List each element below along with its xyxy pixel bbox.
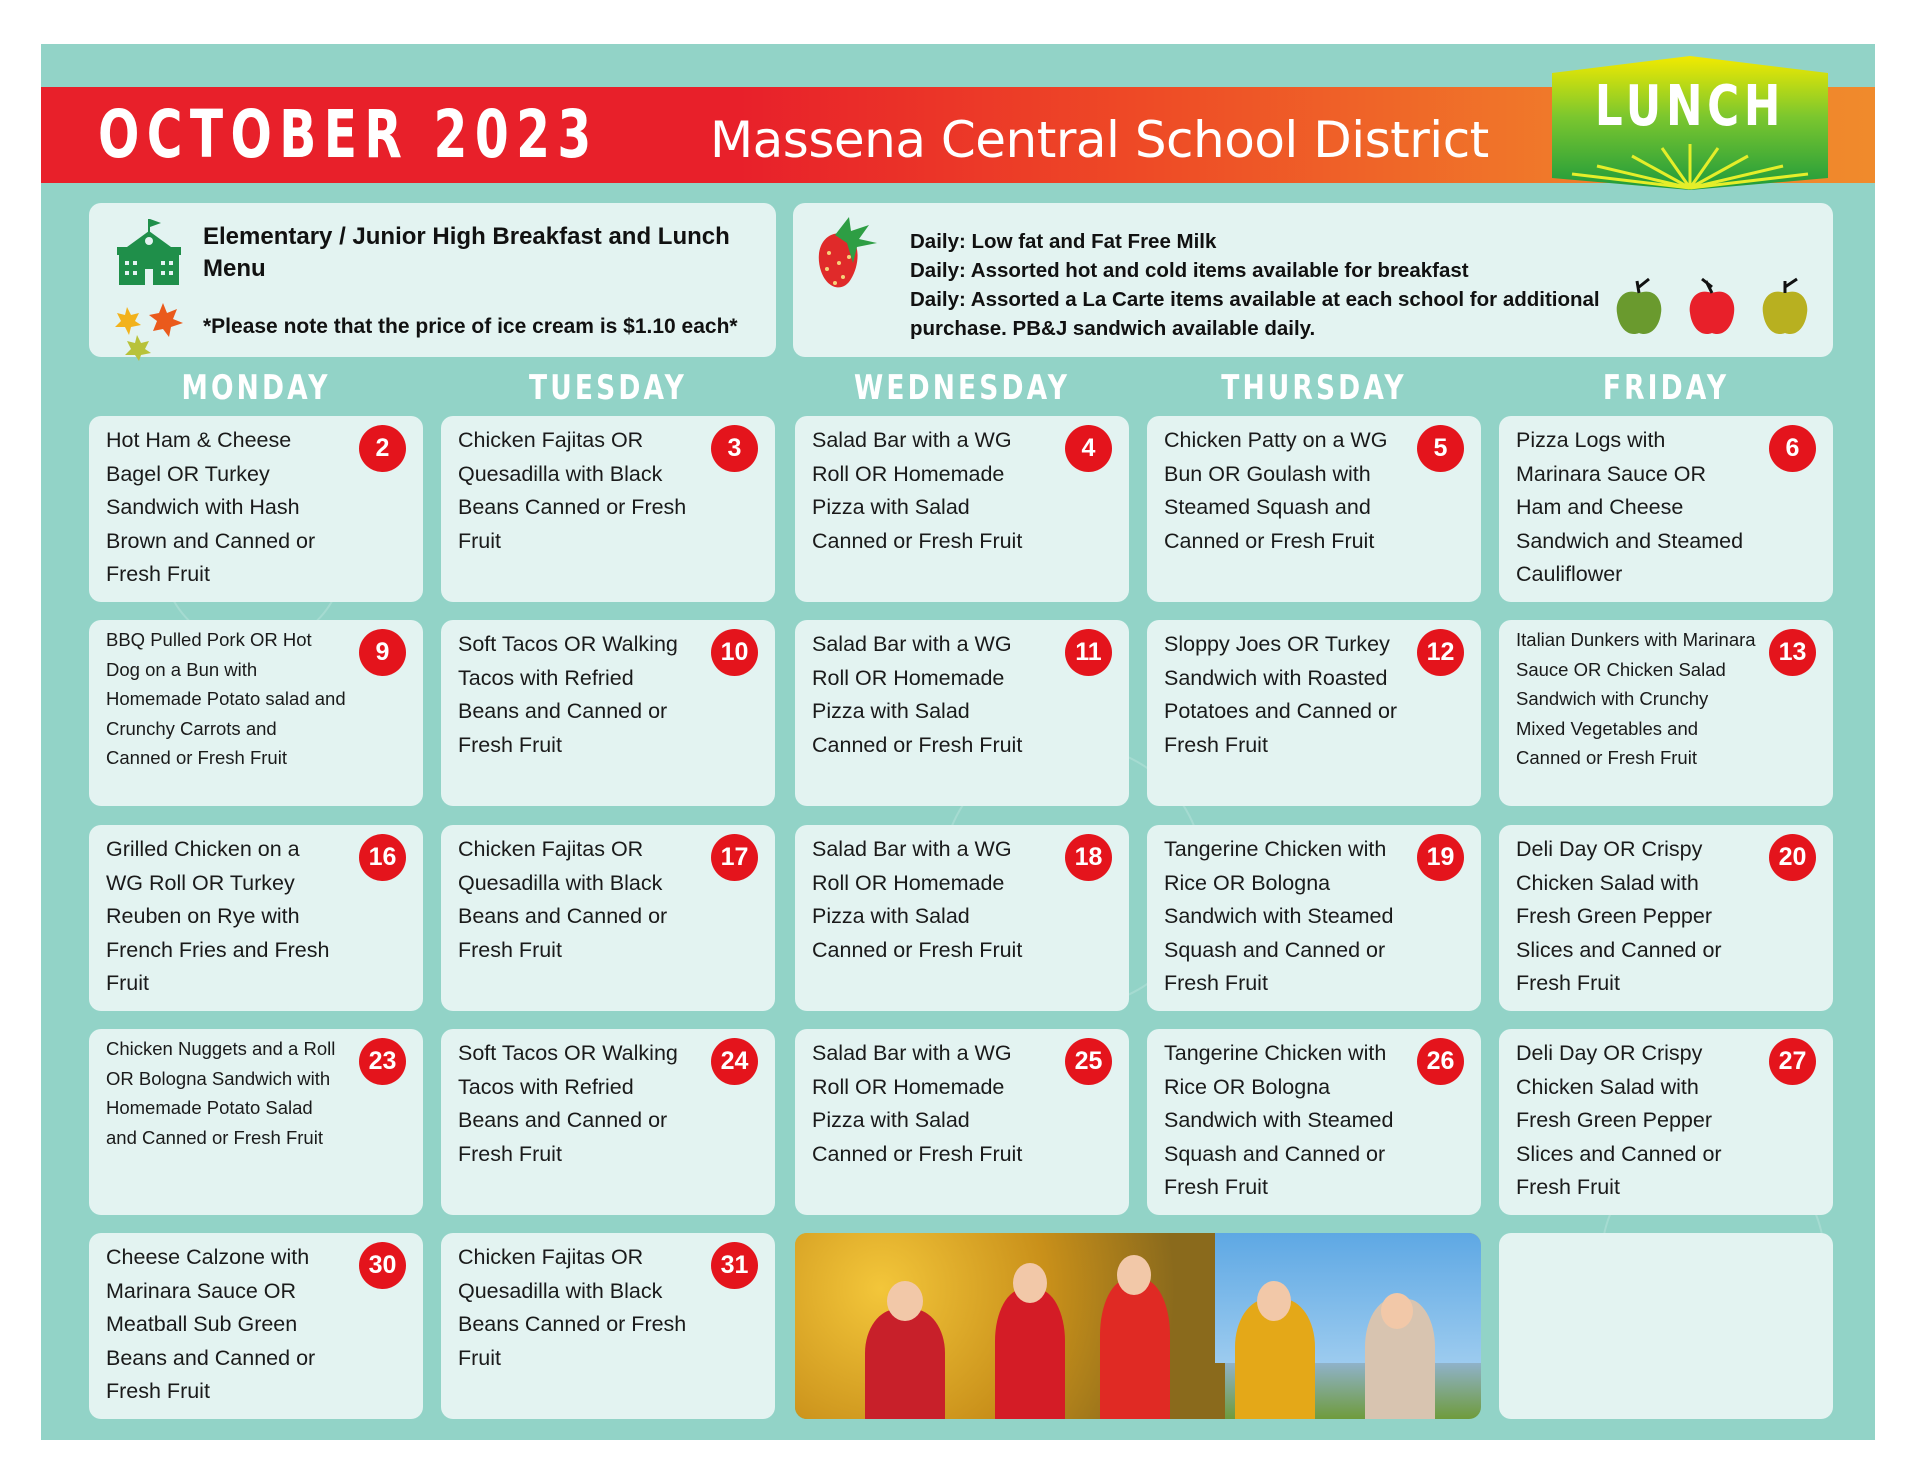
day-header-thursday: THURSDAY — [1221, 368, 1407, 408]
menu-text: Pizza Logs with Marinara Sauce OR Ham and Cheese Sandwich and Steamed Cauliflower — [1516, 428, 1744, 586]
photo-child — [1100, 1279, 1170, 1419]
red-apple-icon — [1690, 279, 1735, 334]
day-card — [89, 825, 423, 1011]
date-badge: 13 — [1769, 629, 1816, 676]
yellow-apple-icon — [1763, 279, 1808, 334]
date-badge: 16 — [359, 834, 406, 881]
day-card — [795, 416, 1129, 602]
district-name: Massena Central School District — [710, 111, 1489, 169]
green-apple-icon — [1617, 279, 1662, 334]
menu-text: BBQ Pulled Pork OR Hot Dog on a Bun with Homemade Potato salad and Crunchy Carrots and Canned or Fresh Fruit — [106, 629, 346, 768]
date-badge: 3 — [711, 425, 758, 472]
day-header-tuesday: TUESDAY — [529, 368, 687, 408]
day-card — [795, 1029, 1129, 1215]
menu-text: Tangerine Chicken with Rice OR Bologna Sandwich with Steamed Squash and Canned or Fresh Fruit — [1164, 837, 1394, 995]
daily-note-milk: Daily: Low fat and Fat Free Milk — [910, 230, 1217, 253]
day-card — [1147, 825, 1481, 1011]
menu-text: Cheese Calzone with Marinara Sauce OR Meatball Sub Green Beans and Canned or Fresh Fruit — [106, 1245, 316, 1403]
day-card — [1499, 620, 1833, 806]
lunch-label: LUNCH — [1594, 74, 1786, 139]
autumn-kids-photo — [795, 1233, 1481, 1419]
daily-info-box — [793, 203, 1833, 357]
strawberry-icon — [813, 213, 885, 293]
date-badge: 20 — [1769, 834, 1816, 881]
day-card — [795, 825, 1129, 1011]
day-card — [89, 1233, 423, 1419]
day-card — [1147, 620, 1481, 806]
date-badge: 23 — [359, 1038, 406, 1085]
day-card — [89, 416, 423, 602]
menu-text: Soft Tacos OR Walking Tacos with Refried Beans and Canned or Fresh Fruit — [458, 632, 678, 757]
date-badge: 2 — [359, 425, 406, 472]
menu-text: Italian Dunkers with Marinara Sauce OR Chicken Salad Sandwich with Crunchy Mixed Vegetables and Canned or Fresh Fruit — [1516, 629, 1756, 768]
month-title: OCTOBER 2023 — [98, 96, 599, 173]
day-card — [89, 1029, 423, 1215]
day-card — [441, 1029, 775, 1215]
day-card — [441, 1233, 775, 1419]
menu-text: Grilled Chicken on a WG Roll OR Turkey Reuben on Rye with French Fries and Fresh Fruit — [106, 837, 330, 995]
photo-child-head — [887, 1281, 923, 1321]
day-card — [1147, 1029, 1481, 1215]
menu-text: Salad Bar with a WG Roll OR Homemade Pizza with Salad Canned or Fresh Fruit — [812, 428, 1023, 553]
date-badge: 31 — [711, 1242, 758, 1289]
apples-decoration — [1613, 275, 1813, 339]
date-badge: 5 — [1417, 425, 1464, 472]
menu-text: Salad Bar with a WG Roll OR Homemade Pizza with Salad Canned or Fresh Fruit — [812, 837, 1023, 962]
date-badge: 26 — [1417, 1038, 1464, 1085]
date-badge: 19 — [1417, 834, 1464, 881]
menu-text: Sloppy Joes OR Turkey Sandwich with Roasted Potatoes and Canned or Fresh Fruit — [1164, 632, 1398, 757]
daily-note-a-la-carte: Daily: Assorted a La Carte items available at each school for additional — [910, 288, 1600, 311]
day-card — [1499, 1029, 1833, 1215]
day-card — [441, 416, 775, 602]
empty-card — [1499, 1233, 1833, 1419]
date-badge: 4 — [1065, 425, 1112, 472]
photo-child-head — [1257, 1281, 1291, 1321]
date-badge: 27 — [1769, 1038, 1816, 1085]
menu-info-box — [89, 203, 776, 357]
photo-child-head — [1381, 1293, 1413, 1329]
date-badge: 25 — [1065, 1038, 1112, 1085]
day-header-wednesday: WEDNESDAY — [853, 368, 1071, 408]
menu-text: Tangerine Chicken with Rice OR Bologna Sandwich with Steamed Squash and Canned or Fresh Fruit — [1164, 1041, 1394, 1199]
date-badge: 24 — [711, 1038, 758, 1085]
menu-title: Elementary / Junior High Breakfast and Lunch Menu — [203, 223, 730, 282]
date-badge: 10 — [711, 629, 758, 676]
photo-child-head — [1013, 1263, 1047, 1303]
day-card — [1499, 416, 1833, 602]
date-badge: 9 — [359, 629, 406, 676]
day-card — [1147, 416, 1481, 602]
photo-child — [865, 1309, 945, 1419]
autumn-leaves-icon — [113, 301, 189, 361]
daily-note-breakfast: Daily: Assorted hot and cold items available for breakfast — [910, 259, 1469, 282]
menu-text: Deli Day OR Crispy Chicken Salad with Fresh Green Pepper Slices and Canned or Fresh Fruit — [1516, 1041, 1722, 1199]
date-badge: 12 — [1417, 629, 1464, 676]
daily-notes — [910, 227, 1670, 343]
menu-text: Hot Ham & Cheese Bagel OR Turkey Sandwich with Hash Brown and Canned or Fresh Fruit — [106, 428, 316, 586]
photo-child-head — [1117, 1255, 1151, 1295]
day-card — [795, 620, 1129, 806]
menu-text: Chicken Fajitas OR Quesadilla with Black Beans Canned or Fresh Fruit — [458, 1245, 687, 1370]
menu-text: Deli Day OR Crispy Chicken Salad with Fresh Green Pepper Slices and Canned or Fresh Fruit — [1516, 837, 1722, 995]
daily-note-pbj: purchase. PB&J sandwich available daily. — [910, 317, 1316, 340]
photo-child — [995, 1289, 1065, 1419]
menu-text: Chicken Patty on a WG Bun OR Goulash with Steamed Squash and Canned or Fresh Fruit — [1164, 428, 1388, 553]
menu-text: Salad Bar with a WG Roll OR Homemade Pizza with Salad Canned or Fresh Fruit — [812, 1041, 1023, 1166]
day-card — [441, 620, 775, 806]
day-card — [89, 620, 423, 806]
day-header-friday: FRIDAY — [1602, 368, 1730, 408]
day-header-monday: MONDAY — [181, 368, 331, 408]
date-badge: 17 — [711, 834, 758, 881]
school-building-icon — [113, 217, 185, 289]
date-badge: 6 — [1769, 425, 1816, 472]
day-card — [441, 825, 775, 1011]
menu-text: Salad Bar with a WG Roll OR Homemade Pizza with Salad Canned or Fresh Fruit — [812, 632, 1023, 757]
date-badge: 18 — [1065, 834, 1112, 881]
menu-text: Chicken Fajitas OR Quesadilla with Black Beans Canned or Fresh Fruit — [458, 428, 687, 553]
date-badge: 30 — [359, 1242, 406, 1289]
menu-text: Chicken Nuggets and a Roll OR Bologna Sandwich with Homemade Potato Salad and Canned or Fresh Fruit — [106, 1038, 336, 1148]
ice-cream-price-note: *Please note that the price of ice cream is $1.10 each* — [203, 315, 738, 338]
menu-text: Soft Tacos OR Walking Tacos with Refried Beans and Canned or Fresh Fruit — [458, 1041, 678, 1166]
day-card — [1499, 825, 1833, 1011]
date-badge: 11 — [1065, 629, 1112, 676]
menu-text: Chicken Fajitas OR Quesadilla with Black Beans and Canned or Fresh Fruit — [458, 837, 668, 962]
